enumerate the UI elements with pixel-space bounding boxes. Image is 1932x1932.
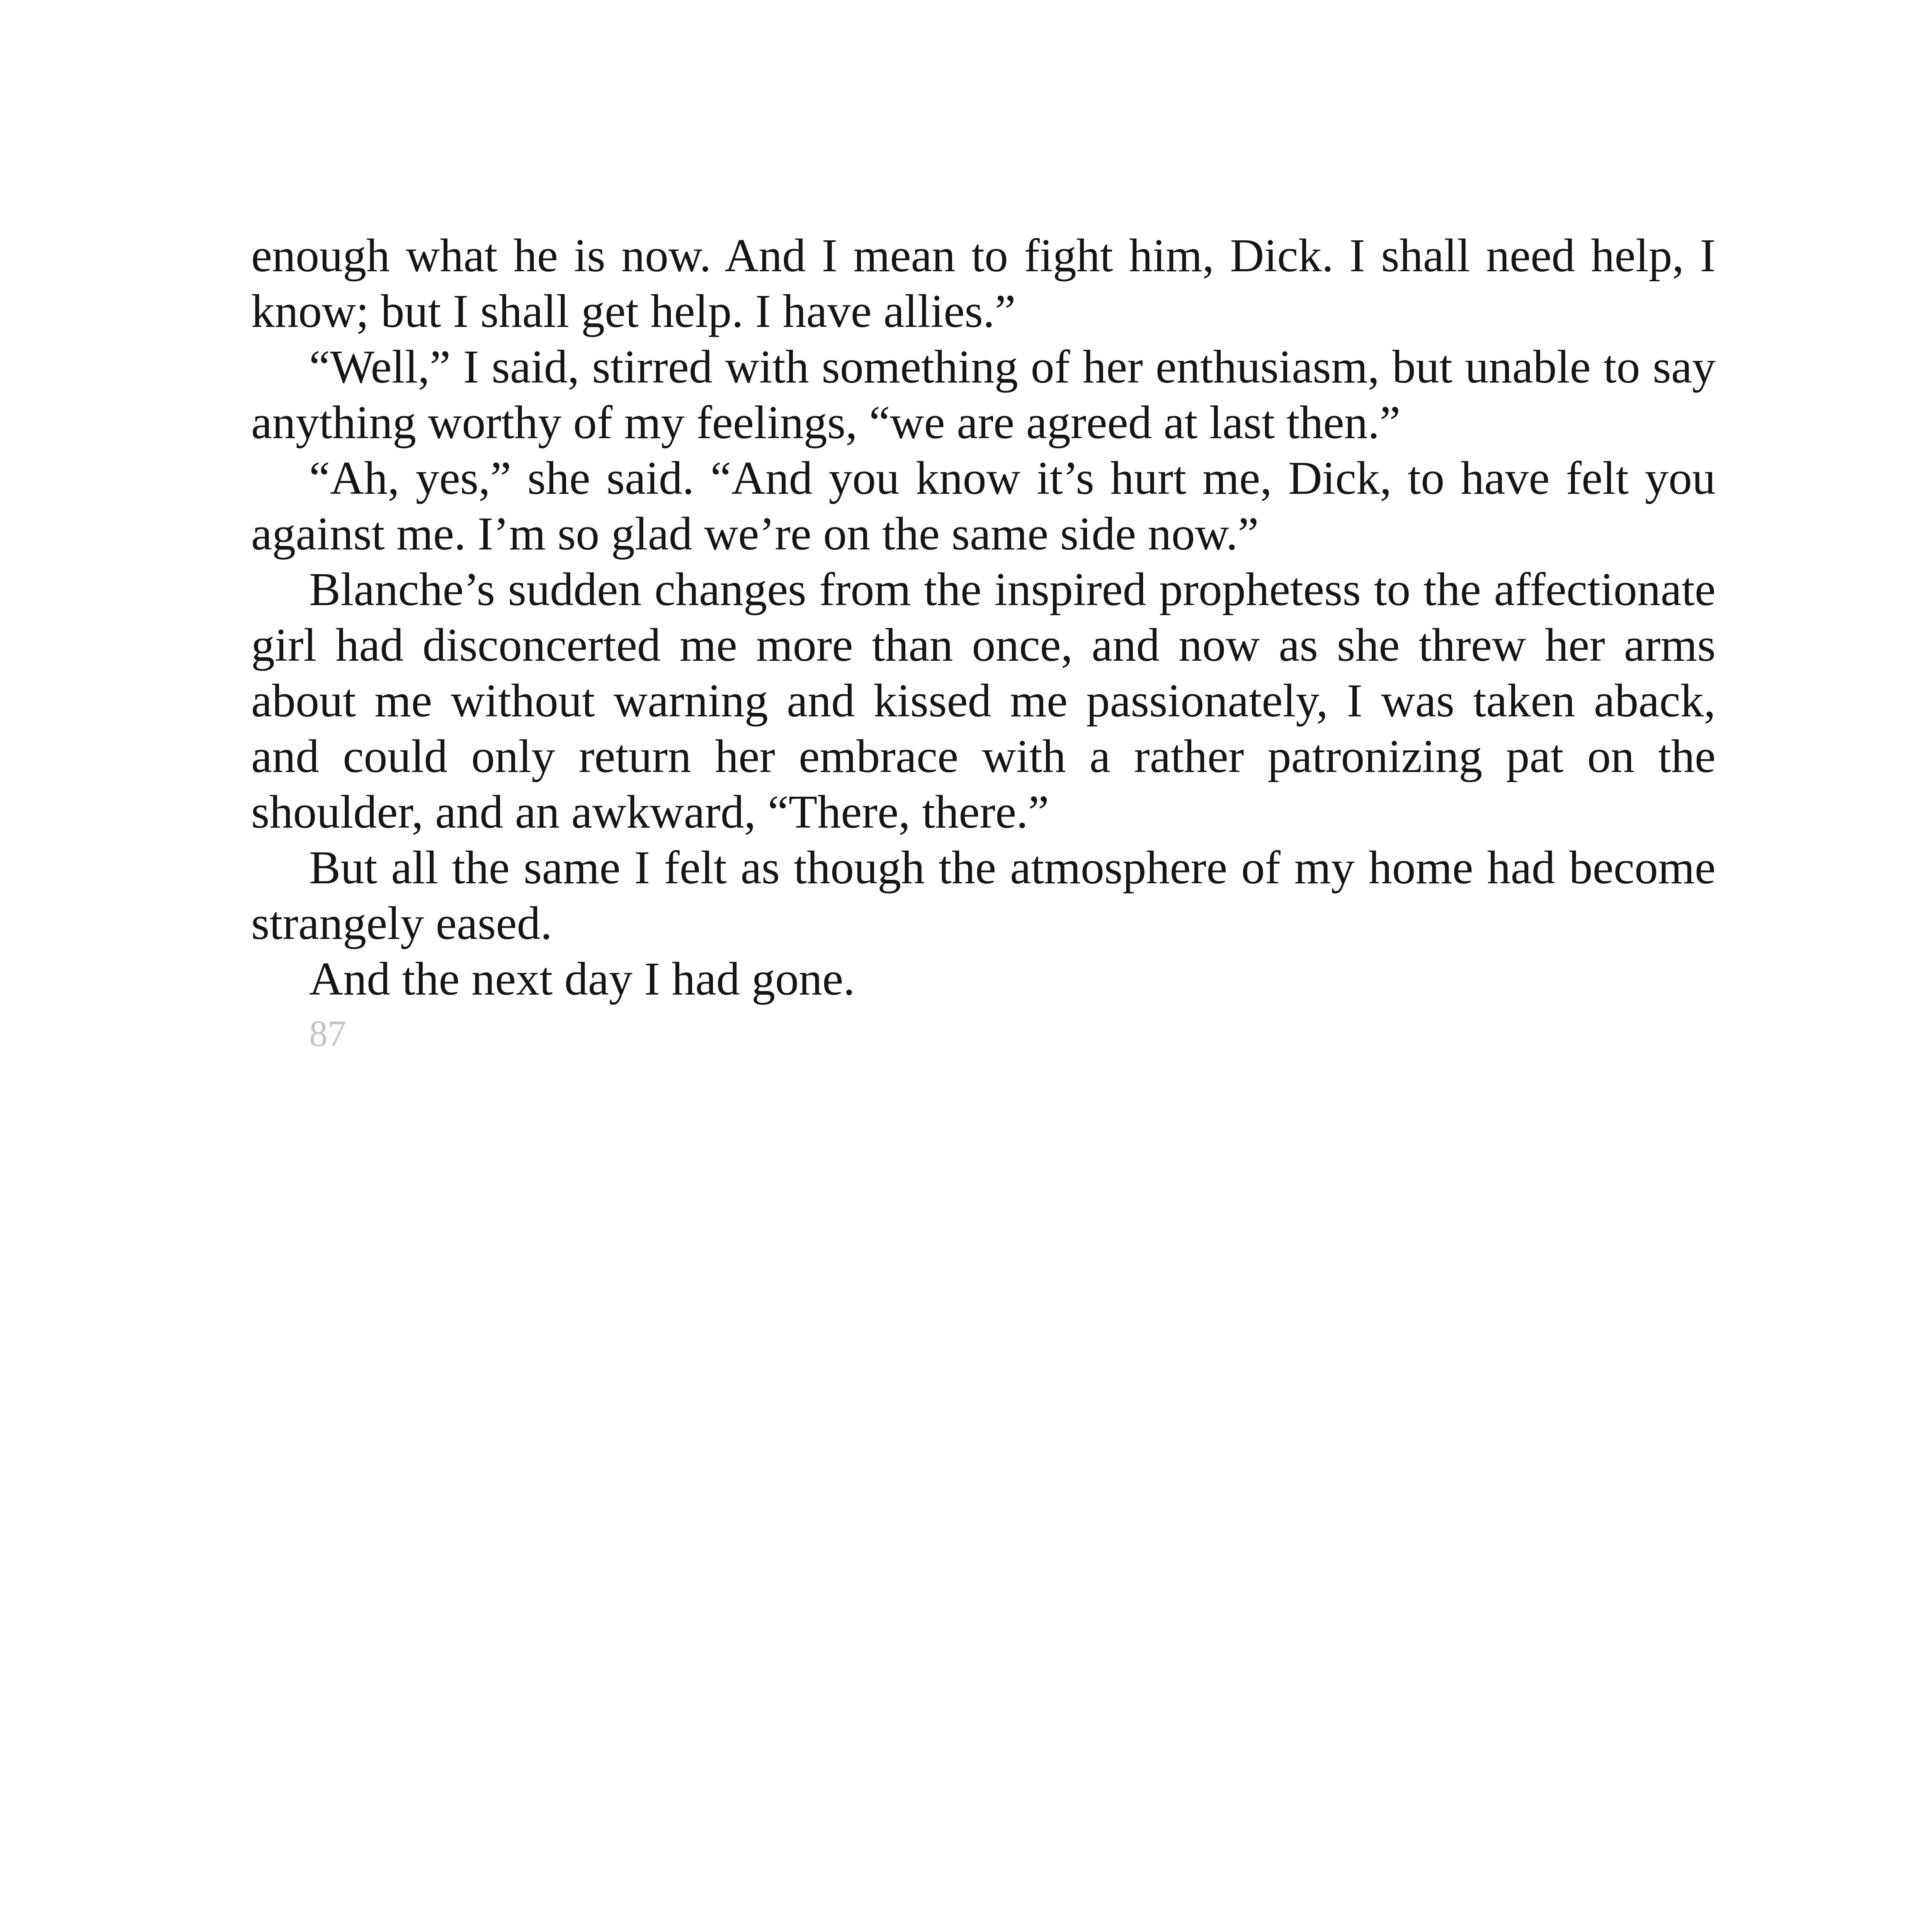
paragraph-4: Blanche’s sudden changes from the inspired prophetess to the affectionate girl had disconcerted me more than once, and now as she threw her arms about me without warning and kissed me passionately, I was taken aback, and could only return her embrace with a rather patronizing pat on the shoulder, and an awkward, “There, there.” [251, 563, 1716, 838]
paragraph-2: “Well,” I said, stirred with something of her enthusiasm, but unable to say anything worthy of my feelings, “we are agreed at last then.” [251, 341, 1716, 449]
body-text [251, 228, 1716, 1007]
paragraph-3: “Ah, yes,” she said. “And you know it’s hurt me, Dick, to have felt you against me. I’m so glad we’re on the same side now.” [251, 452, 1716, 560]
paragraph-1: enough what he is now. And I mean to fight him, Dick. I shall need help, I know; but I shall get help. I have allies.” [251, 230, 1716, 337]
paragraph-5: But all the same I felt as though the atmosphere of my home had become strangely eased. [251, 842, 1716, 949]
paragraph-6: And the next day I had gone. [309, 953, 855, 1005]
page-number: 87 [309, 1013, 346, 1054]
